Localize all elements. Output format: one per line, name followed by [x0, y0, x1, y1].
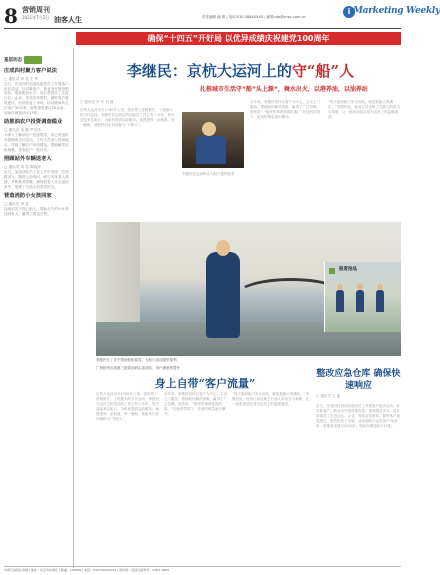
left-article	[4, 156, 70, 189]
article-body: 近日，庄成四村加油站组织员工开展客户说法活动，针对新客户、新业务开展营销宣传，提高服务水平。站长带领员工走进社区、企业，发放宣传资料，倾听客户意见建议，有效拓宽了市场。活动期间共走访客户30余家，收集意见建议20余条，现场办理加油卡15张。	[4, 81, 69, 115]
column-label-text: 基层动态	[4, 58, 22, 63]
article-headline[interactable]: 照顾站外车辆送老人	[4, 156, 52, 163]
left-article	[4, 193, 70, 216]
article-headline[interactable]: 助推油农户投资调查稳业	[4, 119, 63, 126]
header-rule	[4, 28, 401, 29]
second-article-body: “每天看到船只安全出航，就是我最大的满足。”李继民说。他用行动诠释了石油人的担当与奉献，让一座座加油站成为运河上的温暖港湾。	[232, 392, 310, 406]
left-article	[4, 68, 70, 115]
second-article-body: 京杭大运河全长1700多公里，是世界上里程最长、工程最大的古代运河。李继民在运河边的加油站工作已有十余年，每天迎接来往船只，为船民提供加油服务。他熟悉每一条航道、每一艘船，被船民们亲切地称为“守船人”。	[96, 392, 159, 421]
person-figure	[376, 290, 384, 312]
page-number: 8	[4, 4, 18, 28]
feature-body-col1: 京杭大运河全长1700多公里，是世界上里程最长、工程最大的古代运河。李继民在运河边的加油站工作已有十余年，每天迎接来往船只，为船民提供加油服务。他熟悉每一条航道、每一艘船，被船民们亲切地称为“守船人”。	[80, 108, 175, 127]
reporter-tag: 报客拾品	[339, 267, 357, 272]
feature-subtitle: 扎根城市生活守“船”头上源“，舞水出火，以港养油，以油养站	[200, 86, 368, 93]
main-photo	[96, 222, 401, 356]
page-footer: 中国石油报社印刷 | 地址：北京市东城区 | 邮编：100000 | 电话：010-XXXXXXXX | 国内统一连续出版物号：CN11-0000	[4, 566, 401, 572]
second-article-body: 多年来，李继民坚持以客户为中心，主动上门服务，帮助船民解决困难，赢得了广泛信赖。他常说：“船民的事就是我的事。”在他的带领下，站里的销量逐年攀升。	[164, 392, 227, 416]
column-divider	[73, 48, 74, 568]
section-name: 油客人生	[54, 16, 82, 24]
feature-title-highlight: 守“船”人	[291, 62, 355, 80]
worker-photo	[182, 112, 244, 168]
person-figure	[356, 290, 364, 312]
feature-title[interactable]	[80, 60, 401, 81]
column-label	[4, 56, 70, 64]
article-body: 为深入了解油农户投资需求，该公司组织开展调查走访活动，工作人员深入田间地头，详细了解农户用油情况，帮助解决实际困难，受到农户一致好评。	[4, 133, 69, 152]
green-tag-icon	[329, 268, 335, 274]
feature-title-prefix: 李继民：京杭大运河上的	[126, 62, 292, 80]
feature-byline: □ 通讯员 李 玲 刘 强	[80, 100, 114, 104]
inset-photo	[324, 262, 401, 332]
article-byline: □ 通讯员 吴 磊 罗光伟	[4, 128, 41, 133]
article-byline: □ 通讯员 李 芳	[4, 202, 29, 207]
second-article-title[interactable]: 身上自带“客户流量”	[154, 377, 256, 390]
second-article-pretitle: 广西梧州石油港三段供油码头加油站，用户满意度提升	[96, 366, 180, 370]
article-body: 近日，某加油站员工在工作中发现一位迷路老人，随即上前询问，耐心安抚老人情绪，并联系其家属，最终将老人安全送回家中，展现了石油人的责任担当。	[4, 170, 69, 189]
worker-head	[216, 240, 230, 256]
red-banner: 确保“十四五”开好局 以优异成绩庆祝建党100周年	[76, 32, 401, 45]
feature-body-col1b: 李继民在运河码头为船只提供服务	[182, 172, 235, 176]
article-byline: □ 通讯员 刘 亮 王 华	[4, 77, 39, 81]
green-tag-icon	[24, 56, 42, 64]
left-column	[4, 48, 70, 568]
person-figure	[336, 290, 344, 312]
side-article-body: 近日，庄成四村加油站组织员工开展客户说法活动，针对新客户、新业务开展营销宣传，提高服务水平。站长带领员工走进社区、企业，发放宣传资料，倾听客户意见建议，有效拓宽了市场。活动期间共走访客户30余家，收集意见建议20余条，现场办理加油卡15张。	[316, 404, 400, 428]
feature-body-col2: 多年来，李继民坚持以客户为中心，主动上门服务，帮助船民解决困难，赢得了广泛信赖。他常说：“船民的事就是我的事。”在他的带领下，站里的销量逐年攀升。	[250, 100, 321, 119]
logo-text: Marketing Weekly	[353, 6, 440, 16]
main-photo-caption: 李继民在工作中帮助船舶系缆，为船只加油提供便利。	[96, 358, 180, 362]
side-article-byline: □ 通讯员 王 磊	[316, 394, 341, 398]
article-headline[interactable]: 营造消防小女孩回家	[4, 193, 52, 200]
article-byline: □ 通讯员 刘 佳 陈晓萍	[4, 165, 41, 170]
worker-figure	[206, 252, 240, 338]
page-header	[4, 4, 440, 28]
logo-badge-icon: i	[343, 6, 355, 18]
marketing-weekly-logo	[343, 5, 440, 19]
left-article	[4, 119, 70, 152]
feature-body-col3: “每天看到船只安全出航，就是我最大的满足。”李继民说。他用行动诠释了石油人的担当与奉献，让一座座加油站成为运河上的温暖港湾。	[328, 100, 400, 119]
side-article-title[interactable]: 整改应急仓库 确保快速响应	[316, 369, 401, 391]
publication-name: 营销周刊	[22, 6, 50, 14]
editor-info: 责任编辑 谢 维 | 电话:010-5884XXXX | 邮箱:vip@cnpc.com.cn	[202, 15, 306, 19]
issue-date: 2021年7月2日	[22, 15, 50, 20]
article-body: 加油站员工热心助人，帮助走失的小女孩找到家人，赢得了群众点赞。	[4, 207, 69, 216]
article-headline[interactable]: 庄成四村聚力客户说法	[4, 68, 57, 74]
